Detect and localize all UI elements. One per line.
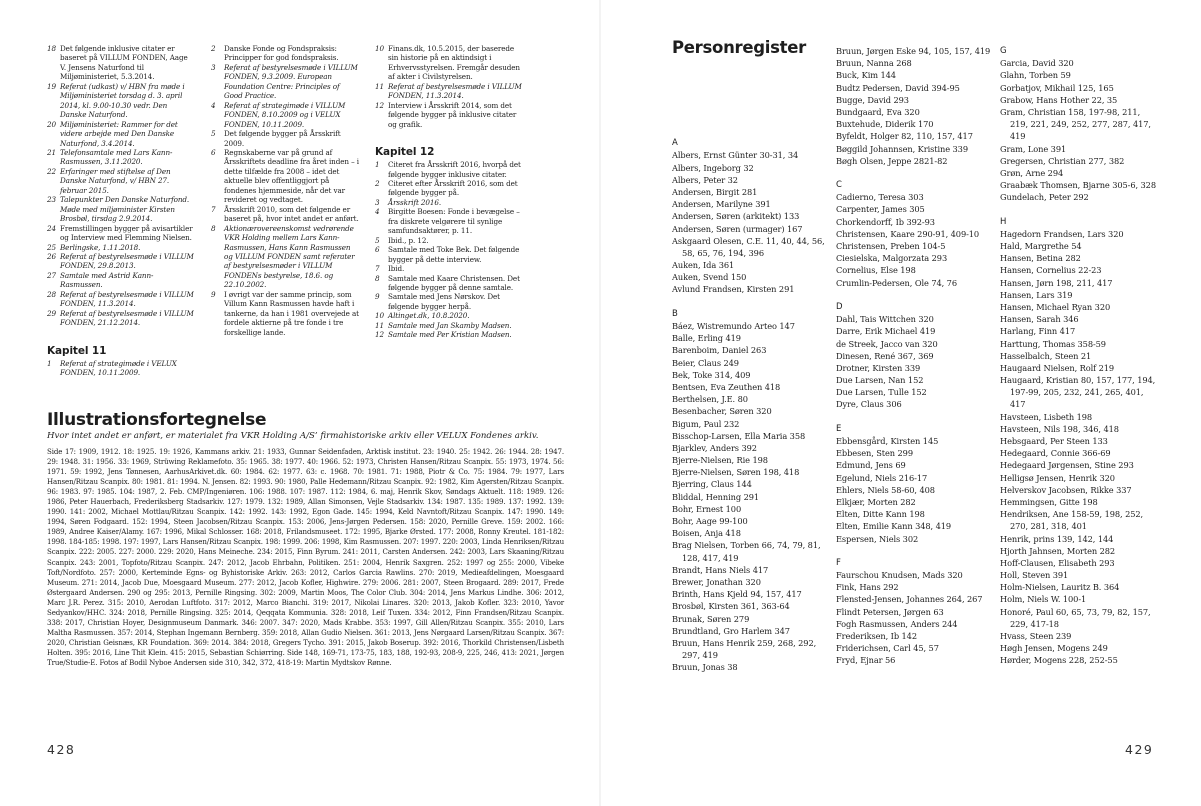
register-entry: Dinesen, René 367, 369 [836,350,934,361]
endnote-number: 18 [47,44,56,53]
endnote [211,224,359,290]
endnote-number: 22 [47,166,56,176]
register-entry: Carpenter, James 305 [836,204,925,215]
register-entry: Elkjær, Morten 282 [836,496,916,507]
endnote-number: 4 [375,207,380,217]
register-entry: Havsteen, Nils 198, 346, 418 [1000,423,1119,434]
register-entry: Bruun, Nanna 268 [836,58,912,69]
register-entry: Drotner, Kirsten 339 [836,362,921,373]
right-page [601,0,1201,806]
endnote-text: Citeret fra Årsskrift 2016, hvorpå det følgende bygger inklusive citater. [388,160,521,179]
register-letter-heading: A [672,138,678,149]
register-entry: Gregersen, Christian 277, 382 [1000,155,1125,166]
register-entry: Budtz Pedersen, David 394-95 [836,82,960,93]
register-entry: Fink, Hans 292 [836,582,899,593]
endnote-text: Talepunkter Den Danske Naturfond. Møde med miljøminister Kirsten Brosbøl, tirsdag 2.9.2014. [60,195,190,224]
register-entry: Bjarklev, Anders 392 [672,442,757,453]
endnote [375,292,526,311]
endnote [47,120,195,148]
register-entry: Hansen, Lars 319 [1000,289,1073,300]
register-entry: Dahl, Tais Wittchen 320 [836,314,934,325]
endnote-number: 6 [375,245,380,255]
endnote-number: 23 [47,195,56,205]
endnote [211,101,359,129]
register-entry: Bjerre-Nielsen, Søren 198, 418 [672,467,800,478]
register-entry: Due Larsen, Tulle 152 [836,387,927,398]
register-entry: Buck, Kim 144 [836,70,896,81]
register-entry: Hasselbalch, Steen 21 [1000,350,1092,361]
endnote-number: 1 [375,160,380,170]
endnote-number: 12 [375,330,384,340]
endnote-text: Årsskrift 2010, som det følgende er baseret på, hvor intet andet er anført. [224,204,359,224]
register-entry: Crumlin-Pedersen, Ole 74, 76 [836,277,957,288]
endnote-number: 6 [211,147,216,157]
register-entry: Henrik, prins 139, 142, 144 [1000,533,1114,544]
register-column-1 [672,125,830,673]
register-entry: Havsteen, Lisbeth 198 [1000,411,1093,422]
endnote-number: 2 [211,44,216,53]
endnote-number: 8 [375,273,380,283]
endnote-text: Regnskaberne var på grund af Årsskriftets deadline fra året inden – i dette tilfælde fra 2008 – idet det aktuelle blev offentliggjort på fondenes hjemmeside, når det var revideret og vedtaget. [224,147,359,205]
register-entry: Graabæk Thomsen, Bjarne 305-6, 328 [1000,180,1156,191]
endnote-number: 1 [47,358,52,368]
endnote-text: Telefonsamtale med Lars Kann-Rasmussen, 3.11.2020. [60,147,173,167]
register-entry: Bliddal, Henning 291 [672,491,760,502]
endnote-text: Referat af bestyrelsesmøde i VILLUM FONDEN, 29.8.2013. [60,251,194,271]
endnote-number: 29 [47,308,56,318]
register-entry: Hansen, Michael Ryan 320 [1000,301,1111,312]
register-entry: Albers, Ernst Günter 30-31, 34 [672,150,799,161]
register-entry: Dyre, Claus 306 [836,399,902,410]
register-column-3 [1000,45,1160,667]
register-entry: Besenbacher, Søren 320 [672,406,772,417]
register-letter-heading: D [836,301,843,312]
register-entry: Berthelsen, J.E. 80 [672,394,748,405]
endnote-text: Samtale med Per Kristian Madsen. [388,330,512,340]
register-column-2 [836,45,994,667]
register-entry: Hemmingsen, Gitte 198 [1000,496,1098,507]
endnote-number: 25 [47,242,56,252]
register-entry: Boisen, Anja 418 [672,528,741,539]
register-entry: Ciesielska, Malgorzata 293 [836,253,948,264]
endnote [211,148,359,205]
register-entry: Andersen, Marilyne 391 [672,199,771,210]
register-entry: Fryd, Ejnar 56 [836,655,896,666]
notes-column-3 [375,44,526,340]
illustrations-title: Illustrationsfortegnelse [47,410,267,430]
endnote [375,179,526,198]
register-entry: Christensen, Kaare 290-91, 409-10 [836,228,980,239]
register-title: Personregister [672,38,806,57]
register-entry: Hagedorn Frandsen, Lars 320 [1000,228,1124,239]
register-entry: Albers, Peter 32 [672,174,738,185]
register-entry: Bigum, Paul 232 [672,418,740,429]
endnote-number: 5 [375,235,380,245]
endnote-text: Det følgende inklusive citater er baseret på VILLUM FONDEN, Aage V. Jensens Naturfond til Miljøministeriet, 5.3.2014. [60,44,188,82]
register-entry: Honoré, Paul 60, 65, 73, 79, 82, 157, 229, 417-18 [1000,606,1151,629]
endnote [375,236,526,245]
register-entry: Haugaard, Kristian 80, 157, 177, 194, 197-99, 205, 232, 241, 265, 401, 417 [1000,375,1156,410]
endnote [375,44,526,82]
endnote-text: Ibid., p. 12. [388,235,429,245]
register-entry: Andersen, Søren (urmager) 167 [672,223,803,234]
register-entry: Frederiksen, Ib 142 [836,631,917,641]
endnote-text: Det følgende bygger på Årsskrift 2009. [224,129,341,148]
illustrations-body: Side 17: 1909, 1912. 18: 1925. 19: 1926, Kammans arkiv. 21: 1933, Gunnar Seidenfaden, Arktisk institut. 23: 1940. 25: 1942. 26: 1944. 28: 1947. 29: 1948. 31: 1956. 33: 1969, Strüwing Reklamefoto. 35: 1965. 38: 1977. 40: 1966. 52: 1973, Christen Hansen/Ritzau Scanpix. 55: 1973, 1974. 56: 1971. 59: 1992, Jens Tønnesen, AarhusArkivet.dk. 60: 1984. 62: 1977. 63: c. 1968. 70: 1981. 71: 1988, Piotr & Co. 75: 1984. 79: 1977, Lars Hansen/Ritzau Scanpix. 80: 1981. 81: 1994. N. Jensen. 82: 1993. 90: 1980, Palle Hedemann/Ritzau Scanpix. 92: 1982, Kim Agersten/Ritzau Scanpix. 96: 1983. 97: 1985. 104: 1987, 2. Feb. CMP/Ingeniøren. 106: 1988. 107: 1987. 112: 1984, 6. maj, Henrik Skov, Søndags Aktuelt. 118: 1989. 126: 1986, Peter Hauerbach, Frederiksberg Stadsarkiv. 127: 1979. 132: 1989, Allan Simonsen, Vejle Stadsarkiv. 134: 1987. 135: 1989. 137: 1992. 139: 1990. 141: 2002, Michael Mottlau/Ritzau Scanpix. 142: 1992. 143: 1992, Egon Gade. 145: 1994, Keld Navntoft/Ritzau Scanpix. 147: 1990. 149: 1994, Søren Fodgaard. 152: 1994, Steen Jacobsen/Ritzau Scanpix. 153: 2006, Jens-Jørgen Pedersen. 158: 2020, Pernille Greve. 159: 2002. 166: 1989, Andree Kaiser/Alamy. 167: 1996, Mikal Schlosser. 168: 2018, Frilandsmuseet. 172: 1995, Bjarke Ørsted. 177: 2008, Ronny Kreutel. 181-182: 1998. 184-185: 1998. 197: 1997, Lars Hansen/Ritzau Scanpix. 198: 1999. 206: 1998, Kim Rasmussen. 207: 1997. 220: 2003, Linda Henriksen/Ritzau Scanpix. 222: 2005. 227: 2000. 229: 2020, Hans Meineche. 234: 2015, Finn Byrum. 241: 2011, Carsten Andersen. 242: 2003, Lars Skaaning/Ritzau Scanpix. 243: 2001, Topfoto/Ritzau Scanpix. 247: 2012, Jacob Ehrbahn, Politiken. 251: 2004, Henrik Saxgren. 252: 1997 og 255: 2000, Vibeke Toft/Nordfoto. 257: 2000, Kerteminde Egns- og Byhistoriske Arkiv. 263: 2012, Carlos Garcia Rawlins. 270: 2019, Medieafdelingen, Moesgaard Museum. 271: 2014, Jacob Due, Moesgaard Museum. 277: 2012, Jacob Kofler, Highwire. 279: 2006. 281: 2007, Steen Brogaard. 289: 2017, Frede Østergaard Andersen. 290 og 295: 2013, Pernille Ringsing. 302: 2009, Martin Moos, The Color Club. 304: 2014, Jens Markus Lindhe. 306: 2012, Marc J.R. Perez. 315: 2010, Aerodan Luftfoto. 317: 2012, Marco Bianchi. 319: 2017, Nikolai Linares. 320: 2013, Jakob Kofler. 323: 2010, Yavor Sedyankov/HHC. 324: 2018, Pernille Ringsing. 325: 2014, Qeqqata Kommunia. 328: 2018, Leif Tuxen. 334: 2012, Finn Frandsen/Ritzau Scanpix. 338: 2017, Christian Hoyer, Designmuseum Danmark. 346: 2007. 347: 2020, Mads Krabbe. 353: 1997, Gill Allen/Ritzau Scanpix. 355: 2010, Lars Maltha Rasmussen. 357: 2014, Stephan Ingemann Bernberg. 359: 2018, Allan Gudio Nielsen. 361: 2013, Jens Nørgaard Larsen/Ritzau Scanpix. 367: 2020, Christian Geisnæs, KR Foundation. 369: 2014. 384: 2018, Gregers Tycho. 391: 2015, Jakob Boserup. 392: 2016, Thorkild Christensen/Lisbeth Holten. 395: 2016, Line Thit Klein. 415: 2015, Sebastian Schiørring. Side 148, 169-71, 173-75, 183, 188, 192-93, 208-9, 225, 246, 413: 2021, Jørgen True/Studie-E. Fotos af Bodil Nyboe Andersen side 310, 342, 372, 418-19: Martin Mydtskov Rønne. [47,447,564,667]
register-entry: Buxtehude, Diderik 170 [836,119,934,130]
register-entry: Flensted-Jensen, Johannes 264, 267 [836,594,983,605]
register-entry: Ehlers, Niels 58-60, 408 [836,484,935,495]
register-entry: Grabow, Hans Hother 22, 35 [1000,94,1118,105]
register-entry: Bisschop-Larsen, Ella Maria 358 [672,430,806,441]
register-entry: Bohr, Ernest 100 [672,503,742,514]
endnote [47,148,195,167]
endnote-text: Referat af bestyrelsesmøde i VILLUM FONDEN, 11.3.2014. [388,81,522,101]
endnote [375,330,526,339]
register-entry: Hedegaard Jørgensen, Stine 293 [1000,460,1134,471]
register-entry: Fogh Rasmussen, Anders 244 [836,618,958,629]
notes-column-1 [47,44,195,378]
endnote-number: 12 [375,100,384,110]
endnote-number: 4 [211,100,216,110]
endnote-text: Samtale med Astrid Kann-Rasmussen. [60,270,154,290]
endnote-number: 21 [47,147,56,157]
register-entry: Friderichsen, Carl 45, 57 [836,643,939,654]
endnote [375,264,526,273]
register-letter-heading: F [836,557,841,568]
register-entry: Hebsgaard, Per Steen 133 [1000,436,1108,446]
endnote-number: 10 [375,44,384,53]
endnote-text: Birgitte Boesen: Fonde i bevægelse – fra diskrete velgørere til synlige samfundsaktører, p. 11. [388,207,520,236]
illustrations-subtitle: Hvor intet andet er anført, er materialet fra VKR Holding A/S’ firmahistoriske arkiv eller VELUX Fondenes arkiv. [47,431,539,441]
endnote-number: 10 [375,311,384,321]
endnote-text: Berlingske, 1.11.2018. [60,242,141,252]
endnote-text: Interview i Årsskrift 2014, som det følgende bygger på inklusive citater og grafik. [388,100,517,129]
endnote-number: 11 [375,81,384,91]
endnote [47,224,195,243]
register-entry: Hjorth Jahnsen, Morten 282 [1000,545,1116,556]
endnote-text: Finans.dk, 10.5.2015, der baserede sin historie på en aktindsigt i Erhvervsstyrelsen. Fremgår desuden af akter i Civilstyrelsen. [388,44,520,82]
endnote-text: Samtale med Toke Bek. Det følgende bygger på dette interview. [388,245,520,264]
register-entry: Glahn, Torben 59 [1000,70,1071,81]
register-entry: Gram, Lone 391 [1000,143,1067,154]
register-entry: Ebbensgård, Kirsten 145 [836,436,939,446]
register-entry: Holm, Niels W. 100-1 [1000,594,1087,605]
register-entry: Báez, Wistremundo Arteo 147 [672,321,795,331]
register-entry: Andersen, Søren (arkitekt) 133 [672,211,800,222]
endnote [47,82,195,120]
register-entry: Edmund, Jens 69 [836,460,906,471]
register-entry: Bentsen, Eva Zeuthen 418 [672,381,781,392]
register-entry: Barenboim, Daniel 263 [672,345,767,356]
endnote [375,245,526,264]
endnote [375,82,526,101]
register-entry: Albers, Ingeborg 32 [672,162,754,173]
register-entry: Bøgh Olsen, Jeppe 2821-82 [836,155,948,166]
endnote [375,274,526,293]
register-entry: Brunak, Søren 279 [672,613,750,624]
endnote [47,252,195,271]
endnote [375,311,526,320]
register-entry: Hvass, Steen 239 [1000,631,1072,641]
endnote-text: Danske Fonde og Fondspraksis: Principper for god fondspraksis. [224,44,339,63]
register-entry: Helverskov Jacobsen, Rikke 337 [1000,484,1132,495]
register-entry: Harlang, Finn 417 [1000,326,1076,337]
register-entry: Due Larsen, Nan 152 [836,375,924,386]
endnote [375,321,526,330]
register-entry: Darre, Erik Michael 419 [836,326,936,337]
endnote-text: Referat af bestyrelsesmøde i VILLUM FONDEN, 21.12.2014. [60,308,194,328]
register-entry: Bohr, Aage 99-100 [672,516,748,526]
endnote-number: 20 [47,119,56,129]
register-entry: Christensen, Preben 104-5 [836,241,946,251]
register-entry: Bruun, Jørgen Eske 94, 105, 157, 419 [836,46,991,56]
endnote [47,195,195,223]
register-entry: Balle, Erling 419 [672,333,741,344]
register-entry: Gram, Christian 158, 197-98, 211, 219, 221, 249, 252, 277, 287, 417, 419 [1000,106,1151,142]
register-entry: Chorkendorff, Ib 392-93 [836,216,935,227]
endnote [47,359,195,378]
register-letter-heading: G [1000,46,1007,56]
endnote [375,207,526,235]
endnote-number: 8 [211,223,216,233]
register-entry: Brinth, Hans Kjeld 94, 157, 417 [672,589,802,600]
register-entry: Auken, Svend 150 [672,272,747,283]
register-entry: Bundgaard, Eva 320 [836,106,920,117]
endnote-text: Referat (udkast) v/ HBN fra møde i Miljøministeriet torsdag d. 3. april 2014, kl. 9.00-10.30 vedr. Den Danske Naturfond. [60,81,185,120]
chapter-heading: Kapitel 12 [375,146,435,159]
notes-column-2 [211,44,359,337]
endnote-number: 7 [211,204,216,214]
register-letter-heading: E [836,423,842,434]
register-entry: Flindt Petersen, Jørgen 63 [836,606,944,617]
chapter-heading: Kapitel 11 [47,344,107,357]
endnote [211,205,359,224]
register-entry: Hørder, Mogens 228, 252-55 [1000,655,1118,666]
register-letter-heading: H [1000,216,1007,227]
endnote [211,44,359,63]
register-entry: Brosbøl, Kirsten 361, 363-64 [672,601,790,612]
register-entry: Beier, Claus 249 [672,357,739,368]
register-entry: Hald, Margrethe 54 [1000,241,1082,251]
endnote-number: 27 [47,270,56,280]
register-entry: Bruun, Hans Henrik 259, 268, 292, 297, 419 [672,637,817,661]
register-entry: Brag Nielsen, Torben 66, 74, 79, 81, 128, 417, 419 [672,540,821,563]
left-page [0,0,600,806]
register-entry: Bøggild Johannsen, Kristine 339 [836,143,968,154]
register-entry: Haugaard Nielsen, Rolf 219 [1000,362,1115,373]
endnote [375,160,526,179]
register-entry: Gorbatjov, Mikhail 125, 165 [1000,82,1114,93]
page-number-left: 428 [47,742,76,757]
register-entry: Bruun, Jonas 38 [672,662,738,673]
endnote [47,271,195,290]
register-entry: Espersen, Niels 302 [836,533,919,544]
endnote-number: 9 [211,289,216,299]
register-entry: Garcia, David 320 [1000,58,1074,69]
register-entry: Hansen, Cornelius 22-23 [1000,265,1102,276]
endnote [47,167,195,195]
endnote-text: Citeret efter Årsskrift 2016, som det følgende bygger på. [388,178,518,198]
register-entry: Andersen, Birgit 281 [672,186,758,197]
endnote [211,129,359,148]
endnote [47,309,195,328]
endnote-number: 11 [375,320,384,330]
register-letter-heading: B [672,308,678,319]
register-entry: Elten, Ditte Kann 198 [836,509,925,520]
register-entry: Faurschou Knudsen, Mads 320 [836,570,963,581]
register-entry: Bjerre-Nielsen, Rie 198 [672,455,768,466]
endnote-text: Samtale med Kaare Christensen. Det følgende bygger på denne samtale. [388,273,520,292]
endnote-text: Erfaringer med stiftelse af Den Danske Naturfond, v/ HBN 27. februar 2015. [60,166,171,195]
register-entry: Byfeldt, Holger 82, 110, 157, 417 [836,131,973,142]
page-number-right: 429 [1125,742,1154,757]
endnote-text: Årsskrift 2016. [388,197,442,207]
register-entry: de Streek, Jacco van 320 [836,338,938,349]
register-entry: Bjerring, Claus 144 [672,479,752,490]
endnote [211,290,359,337]
endnote-number: 2 [375,178,380,188]
endnote-number: 5 [211,129,216,139]
register-entry: Hedegaard, Connie 366-69 [1000,448,1111,459]
register-entry: Hansen, Betina 282 [1000,253,1081,264]
register-entry: Elten, Emilie Kann 348, 419 [836,521,952,532]
register-entry: Brundtland, Gro Harlem 347 [672,625,790,636]
endnote-text: Samtale med Jan Skamby Madsen. [388,320,512,330]
register-entry: Brandt, Hans Niels 417 [672,564,769,575]
register-entry: Bek, Toke 314, 409 [672,369,751,380]
register-entry: Brewer, Jonathan 320 [672,576,761,587]
endnote-number: 9 [375,292,380,302]
endnote-number: 3 [375,197,380,207]
register-entry: Holm-Nielsen, Lauritz B. 364 [1000,582,1120,593]
endnote-number: 3 [211,62,216,72]
register-entry: Egelund, Niels 216-17 [836,472,928,483]
register-entry: Auken, Ida 361 [672,260,735,271]
endnote-number: 24 [47,223,56,233]
endnote-text: Referat af bestyrelsesmøde i VILLUM FONDEN, 9.3.2009. European Foundation Centre: Principles of Good Practice. [224,62,358,101]
endnote-number: 28 [47,289,56,299]
endnote [211,63,359,101]
endnote [47,290,195,309]
endnote-text: Aktionærovereenskomst vedrørende VKR Holding mellem Lars Kann-Rasmussen, Hans Kann Rasmussen og VILLUM FONDEN samt referater af bestyrelsesmøder i VILLUM FONDENs bestyrelse, 18.6. og 22.10.2002. [224,223,355,290]
register-entry: Cadierno, Teresa 303 [836,192,924,203]
register-entry: Avlund Frandsen, Kirsten 291 [672,284,795,295]
endnote [375,198,526,207]
register-entry: Bugge, David 293 [836,94,909,105]
register-entry: Helligsø Jensen, Henrik 320 [1000,472,1115,483]
register-entry: Hoff-Clausen, Elisabeth 293 [1000,557,1115,568]
endnote-text: Fremstillingen bygger på avisartikler og Interview med Flemming Nielsen. [60,223,193,243]
register-entry: Hansen, Sarah 346 [1000,314,1079,325]
endnote-number: 7 [375,264,380,274]
endnote-number: 19 [47,81,56,91]
register-entry: Harttung, Thomas 358-59 [1000,338,1106,349]
endnote-text: Samtale med Jens Nørskov. Det følgende bygger herpå. [388,292,500,311]
endnote-text: Miljøministeriet: Rammer for det videre arbejde med Den Danske Naturfond, 3.4.2014. [60,119,178,148]
endnote-text: Referat af strategimøde i VELUX FONDEN, 10.11.2009. [60,358,177,378]
register-entry: Hendriksen, Ane 158-59, 198, 252, 270, 281, 318, 401 [1000,509,1144,532]
endnote [47,44,195,82]
endnote-text: Referat af bestyrelsesmøde i VILLUM FONDEN, 11.3.2014. [60,289,194,309]
endnote [375,101,526,129]
endnote-number: 26 [47,251,56,261]
endnote-text: I øvrigt var der samme princip, som Villum Kann Rasmussen havde haft i tankerne, da han i 1981 overvejede at fordele aktierne på tre fonde i tre forskellige lande. [224,289,359,337]
register-entry: Ebbesen, Sten 299 [836,448,913,459]
register-entry: Askgaard Olesen, C.E. 11, 40, 44, 56, 58, 65, 76, 194, 396 [672,235,825,258]
register-entry: Cornelius, Else 198 [836,265,916,276]
register-entry: Gundelach, Peter 292 [1000,192,1089,203]
endnote-text: Referat af strategimøde i VILLUM FONDEN, 8.10.2009 og i VELUX FONDEN, 10.11.2009. [224,100,346,129]
register-entry: Høgh Jensen, Mogens 249 [1000,643,1108,654]
register-letter-heading: C [836,180,842,191]
endnote [47,243,195,252]
register-entry: Grøn, Arne 294 [1000,167,1064,178]
register-entry: Holl, Steven 391 [1000,570,1069,581]
endnote-text: Altinget.dk, 10.8.2020. [388,311,470,321]
register-entry: Hansen, Jørn 198, 211, 417 [1000,277,1113,288]
endnote-text: Ibid. [388,264,405,274]
